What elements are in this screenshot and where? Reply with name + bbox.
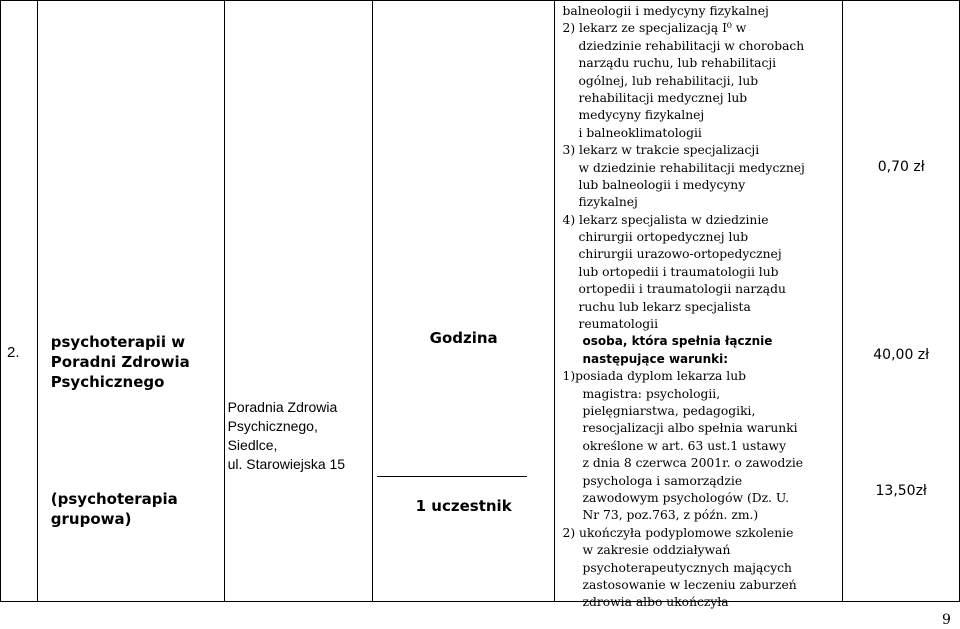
unit-cell (372, 1, 554, 602)
unit-hour: Godzina (429, 329, 498, 347)
place-cell (224, 1, 372, 602)
price-3: 13,50zł (875, 483, 927, 499)
price-2: 40,00 zł (873, 347, 930, 363)
place-address: Poradnia Zdrowia Psychicznego, Siedlce, ul. Starowiejska 15 (227, 399, 346, 472)
number-cell (1, 1, 38, 602)
price-1: 0,70 zł (877, 159, 925, 175)
unit-divider (377, 476, 527, 477)
unit-participant: 1 uczestnik (415, 497, 512, 515)
service-subtype: (psychoterapia grupowa) (50, 490, 178, 528)
table-row (1, 1, 960, 602)
price-cell (842, 1, 959, 602)
service-cell (37, 1, 224, 602)
requirements-cell (554, 1, 842, 610)
page-number: 9 (942, 612, 951, 628)
row-number: 2. (7, 344, 20, 361)
requirements-text: balneologii i medycyny fizykalnej 2) lekarz ze specjalizacją I⁰ w dziedzinie rehabilitacji w chorobach narządu ruchu, lub rehabilitacji ogólnej, lub rehabilitacji, lub rehabilitacji medycznej lub medycyny fizykalnej i balneoklimatologii 3) lekarz w trakcie specjalizacji w dziedzinie rehabilitacji medycznej lub balneologii i medycyny fizykalnej 4) lekarz specjalista w dziedzinie chirurgii ortopedycznej lub chirurgii urazowo-ortopedycznej lub ortopedii i traumatologii lub ortopedii i traumatologii narządu ruchu lub lekarz specjalista reumatologii osoba, która spełnia łącznie następujące warunki: 1)posiada dyplom lekarza lub magistra: psychologii, pielęgniarstwa, pedagogiki, resocjalizacji albo spełnia warunki określone w art. 63 ust.1 ustawy z dnia 8 czerwca 2001r. o zawodzie psychologa i samorządzie zawodowym psychologów (Dz. U. Nr 73, poz.763, z późn. zm.) 2) ukończyła podyplomowe szkolenie w zakresie oddziaływań psychoterapeutycznych mających zastosowanie w leczeniu zaburzeń zdrowia albo ukończyła (562, 4, 805, 610)
service-name: psychoterapii w Poradni Zdrowia Psychicznego (50, 333, 190, 391)
